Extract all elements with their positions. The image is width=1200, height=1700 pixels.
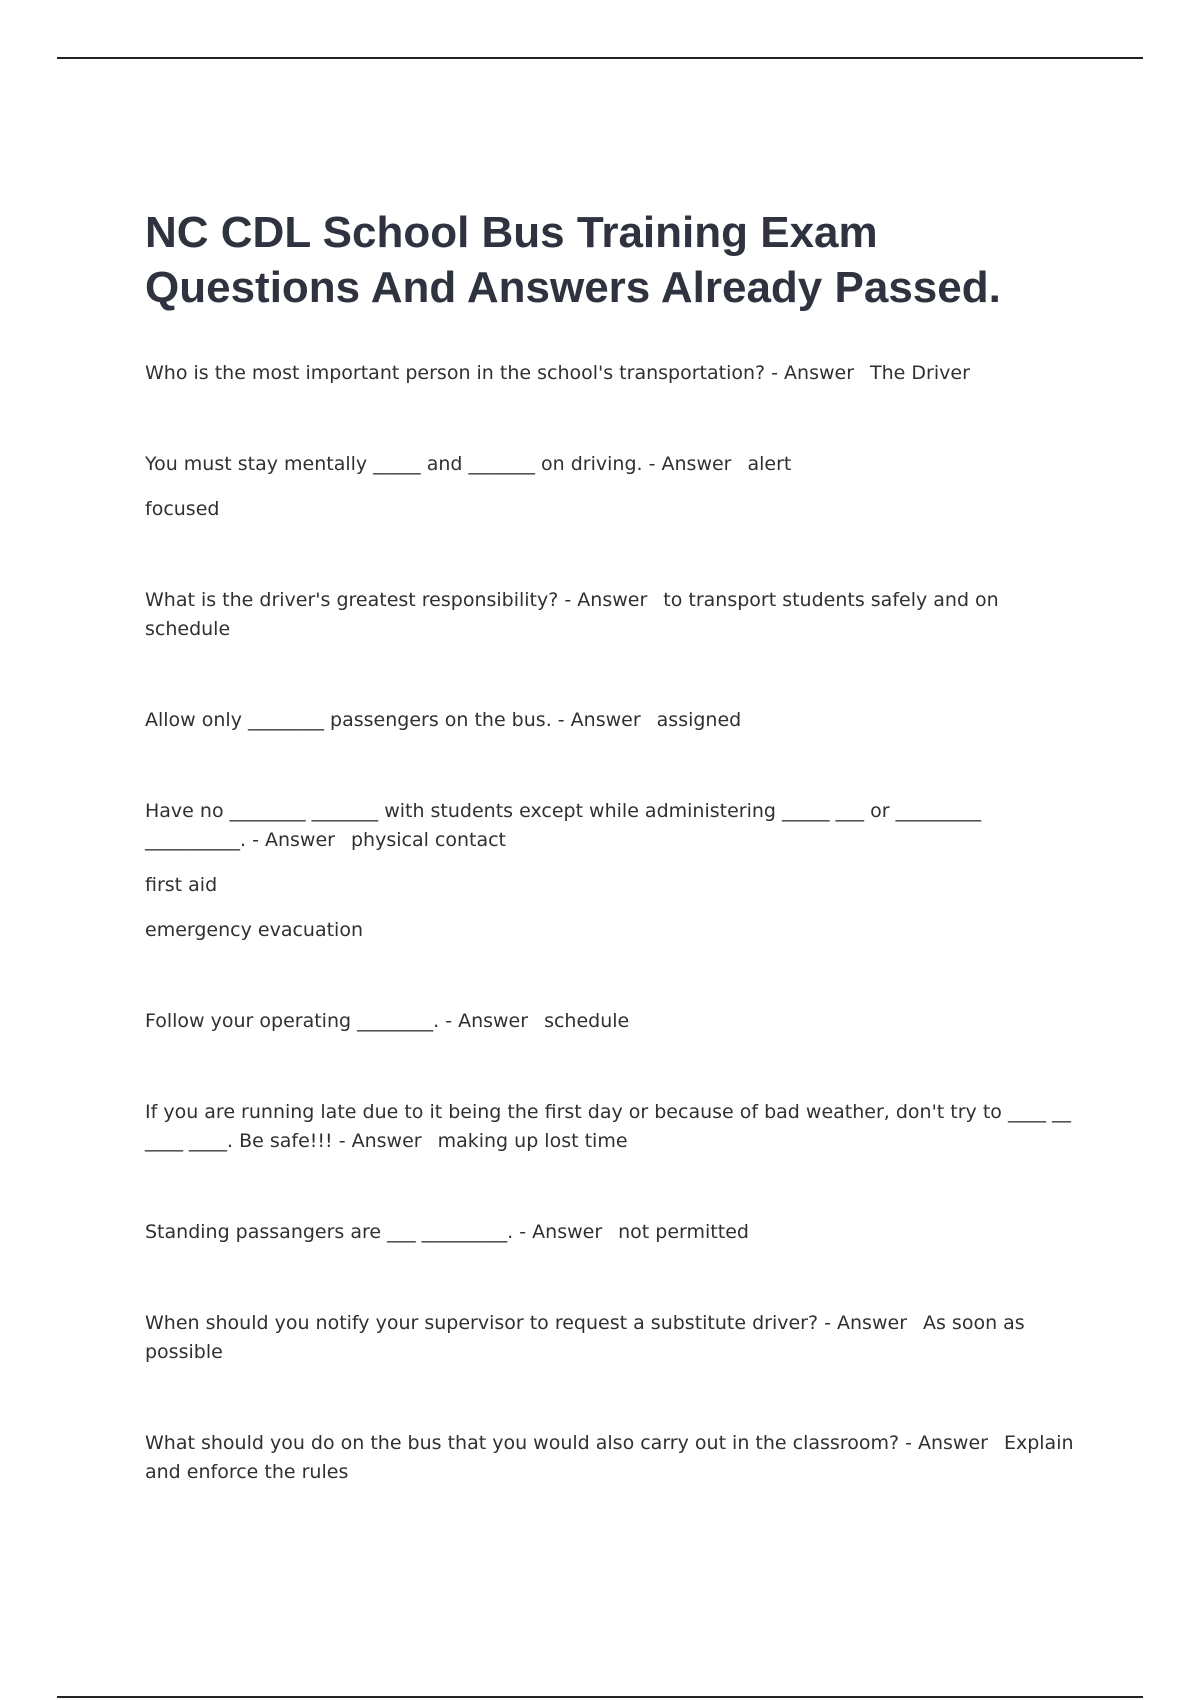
answer-extra-line: first aid xyxy=(145,874,218,896)
question-text: Who is the most important person in the school's transportation? xyxy=(145,362,766,384)
answer-label: - Answer xyxy=(771,362,855,384)
question-text: What is the driver's greatest responsibility? xyxy=(145,589,559,611)
question-text: When should you notify your supervisor to request a substitute driver? xyxy=(145,1312,819,1334)
answer-text: Explain and enforce the rules xyxy=(145,1432,1074,1483)
qa-line xyxy=(145,1218,1085,1247)
qa-item xyxy=(145,586,1085,644)
answer-text: alert xyxy=(747,453,792,475)
qa-item xyxy=(145,1429,1085,1487)
qa-line xyxy=(145,586,1085,644)
answer-label: - Answer xyxy=(557,709,641,731)
question-text: Allow only ________ passengers on the bus. xyxy=(145,709,552,731)
answer-text: assigned xyxy=(656,709,742,731)
answer-text: physical contact xyxy=(350,829,507,851)
answer-extra-line: focused xyxy=(145,498,220,520)
answer-text: The Driver xyxy=(870,362,970,384)
question-text: Follow your operating ________. xyxy=(145,1010,440,1032)
answer-label: - Answer xyxy=(824,1312,907,1334)
qa-item xyxy=(145,1007,1085,1036)
bottom-rule xyxy=(57,1696,1143,1698)
answer-label: - Answer xyxy=(519,1221,603,1243)
qa-line xyxy=(145,1098,1085,1156)
qa-item xyxy=(145,1218,1085,1247)
title-line-1: NC CDL School Bus Training Exam xyxy=(145,208,878,257)
answer-label: - Answer xyxy=(338,1130,422,1152)
qa-line xyxy=(145,359,1085,388)
qa-item xyxy=(145,450,1085,524)
title-line-2: Questions And Answers Already Passed. xyxy=(145,263,1001,312)
qa-item xyxy=(145,359,1085,388)
qa-list xyxy=(145,359,1085,1487)
qa-line xyxy=(145,1429,1085,1487)
answer-label: - Answer xyxy=(905,1432,988,1454)
top-rule xyxy=(57,57,1143,59)
question-text: What should you do on the bus that you would also carry out in the classroom? xyxy=(145,1432,900,1454)
answer-text: making up lost time xyxy=(437,1130,628,1152)
qa-item xyxy=(145,797,1085,945)
qa-item xyxy=(145,706,1085,735)
question-text: If you are running late due to it being the first day or because of bad weather, don't try to ____ __ ____ ____. Be safe!!! xyxy=(145,1101,1071,1152)
answer-text: to transport students safely and on schedule xyxy=(145,589,999,640)
answer-label: - Answer xyxy=(252,829,335,851)
answer-text: not permitted xyxy=(618,1221,749,1243)
qa-item xyxy=(145,1098,1085,1156)
answer-label: - Answer xyxy=(445,1010,529,1032)
qa-line xyxy=(145,1309,1085,1367)
qa-item xyxy=(145,1309,1085,1367)
answer-label: - Answer xyxy=(648,453,732,475)
answer-label: - Answer xyxy=(564,589,648,611)
qa-line xyxy=(145,797,1085,855)
document-body xyxy=(145,205,1085,1549)
question-text: Standing passangers are ___ _________. xyxy=(145,1221,514,1243)
answer-extra-line: emergency evacuation xyxy=(145,919,363,941)
qa-line xyxy=(145,706,1085,735)
question-text: Have no ________ _______ with students except while administering _____ ___ or _________ __________. xyxy=(145,800,982,851)
answer-text: As soon as possible xyxy=(145,1312,1025,1363)
qa-line xyxy=(145,1007,1085,1036)
document-title xyxy=(145,205,1085,315)
answer-text: schedule xyxy=(544,1010,630,1032)
qa-line xyxy=(145,450,1085,479)
question-text: You must stay mentally _____ and _______ on driving. xyxy=(145,453,643,475)
